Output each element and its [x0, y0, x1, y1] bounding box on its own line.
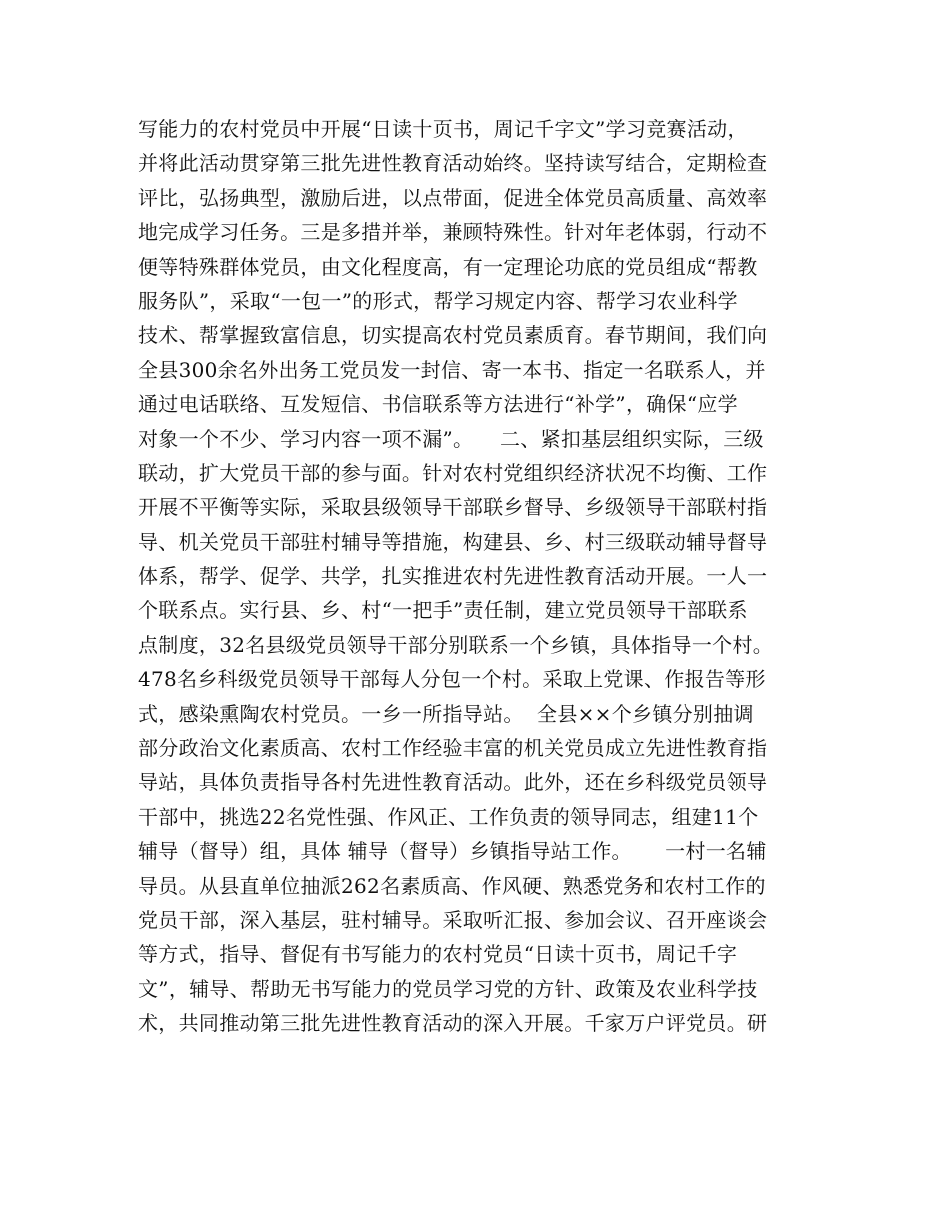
text-line: 部分政治文化素质高、农村工作经验丰富的机关党员成立先进性教育指 [138, 736, 768, 761]
text-line: 导站，具体负责指导各村先进性教育活动。此外，还在乡科级党员领导 [138, 770, 768, 795]
text-line: 等方式，指导、督促有书写能力的农村党员“日读十页书，周记千字 [138, 942, 738, 967]
text-line: 文”，辅导、帮助无书写能力的党员学习党的方针、政策及农业科学技 [138, 976, 758, 1001]
text-line: 对象一个不少、学习内容一项不漏”。 二、紧扣基层组织实际，三级 [138, 426, 764, 451]
text-line: 式，感染熏陶农村党员。一乡一所指导站。 全县××个乡镇分别抽调 [138, 701, 754, 726]
text-line: 开展不平衡等实际，采取县级领导干部联乡督导、乡级领导干部联村指 [138, 495, 768, 520]
text-line: 并将此活动贯穿第三批先进性教育活动始终。坚持读写结合，定期检查 [138, 151, 768, 176]
text-line: 服务队”，采取“一包一”的形式，帮学习规定内容、帮学习农业科学 [138, 288, 738, 313]
text-line: 联动，扩大党员干部的参与面。针对农村党组织经济状况不均衡、工作 [138, 460, 768, 485]
text-line: 术，共同推动第三批先进性教育活动的深入开展。千家万户评党员。研 [138, 1011, 768, 1036]
text-line: 便等特殊群体党员，由文化程度高，有一定理论功底的党员组成“帮教 [138, 254, 758, 279]
text-line: 党员干部，深入基层，驻村辅导。采取听汇报、参加会议、召开座谈会 [138, 907, 768, 932]
text-line: 全县300余名外出务工党员发一封信、寄一本书、指定一名联系人，并 [138, 357, 766, 382]
text-line: 导员。从县直单位抽派262名素质高、作风硬、熟悉党务和农村工作的 [138, 873, 766, 898]
body-text [138, 112, 838, 1041]
text-line: 辅导（督导）组，具体 辅导（督导）乡镇指导站工作。 一村一名辅 [138, 839, 767, 864]
text-line: 评比，弘扬典型，激励后进，以点带面，促进全体党员高质量、高效率 [138, 185, 768, 210]
text-line: 技术、帮掌握致富信息，切实提高农村党员素质育。春节期间，我们向 [138, 323, 768, 348]
text-line: 点制度，32名县级党员领导干部分别联系一个乡镇，具体指导一个村。 [138, 632, 774, 657]
text-line: 通过电话联络、互发短信、书信联系等方法进行“补学”，确保“应学 [138, 392, 738, 417]
text-line: 478名乡科级党员领导干部每人分包一个村。采取上党课、作报告等形 [138, 667, 766, 692]
text-line: 体系，帮学、促学、共学，扎实推进农村先进性教育活动开展。一人一 [138, 564, 768, 589]
text-line: 干部中，挑选22名党性强、作风正、工作负责的领导同志，组建11个 [138, 804, 759, 829]
text-line: 导、机关党员干部驻村辅导等措施，构建县、乡、村三级联动辅导督导 [138, 529, 768, 554]
text-line: 写能力的农村党员中开展“日读十页书，周记千字文”学习竞赛活动， [138, 117, 748, 141]
text-line: 个联系点。实行县、乡、村“一把手”责任制，建立党员领导干部联系 [138, 598, 748, 623]
text-line: 地完成学习任务。三是多措并举，兼顾特殊性。针对年老体弱，行动不 [138, 220, 768, 245]
